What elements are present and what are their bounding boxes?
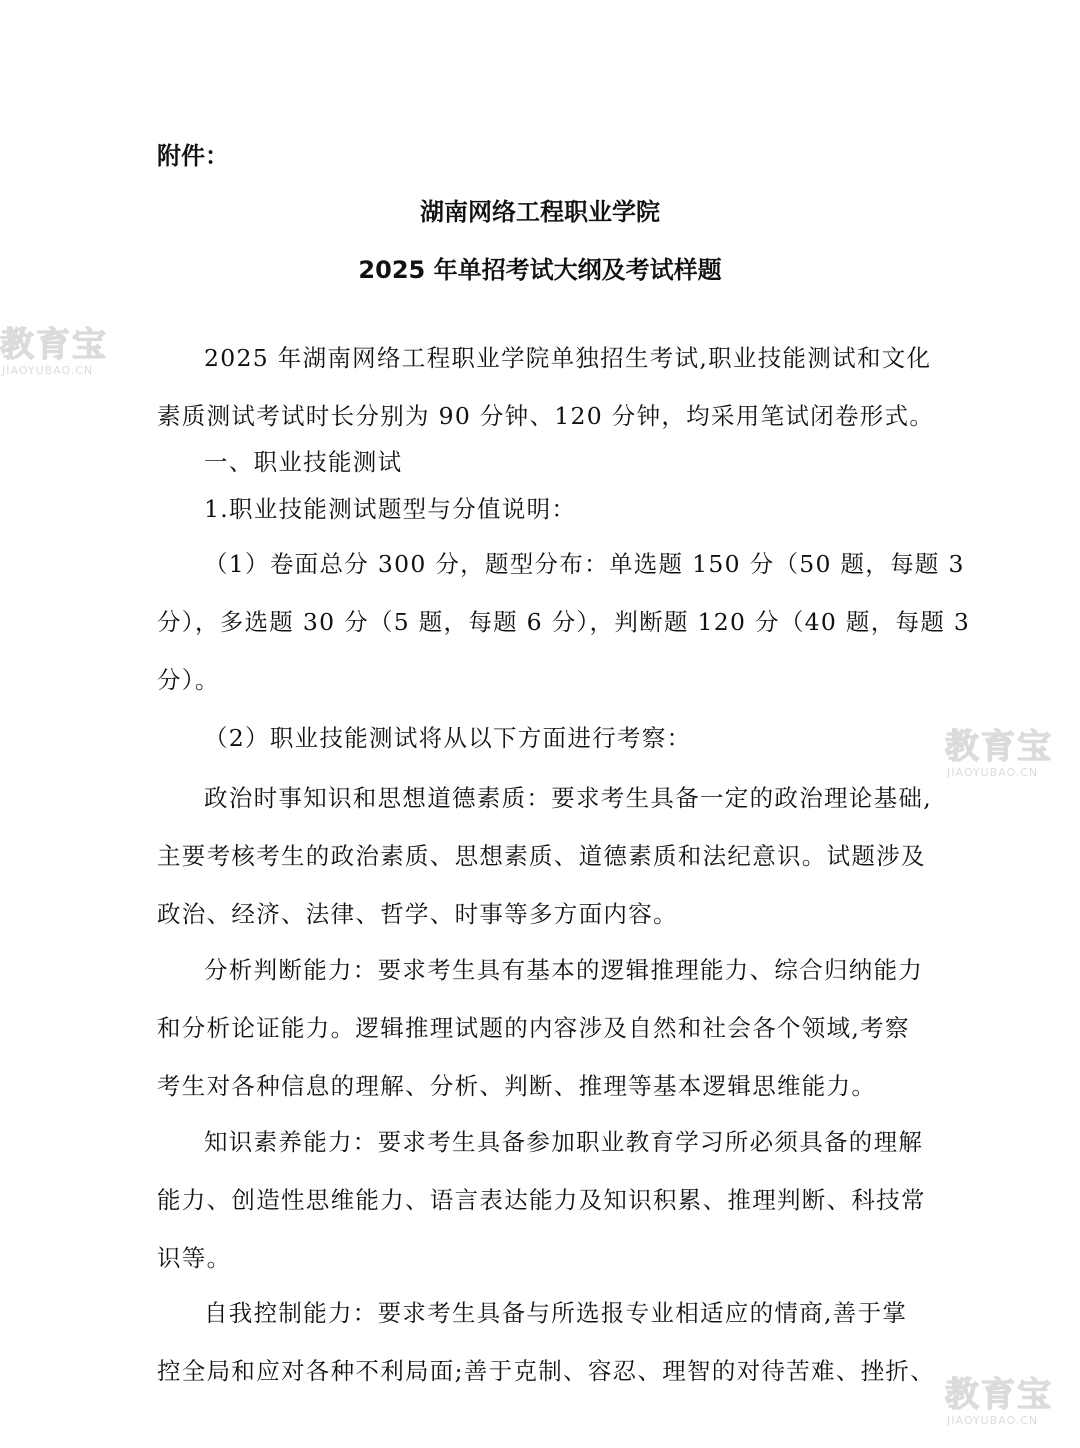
text-line: 1.职业技能测试题型与分值说明： [204, 495, 577, 523]
subsection-heading [157, 480, 947, 538]
text-line: 分），多选题 30 分（5 题，每题 6 分），判断题 120 分（40 题，每题 3 [157, 608, 971, 636]
text-line: 主要考核考生的政治素质、思想素质、道德素质和法纪意识。试题涉及 [157, 842, 926, 870]
watermark-url: JIAOYUBAO.CN [947, 766, 1039, 779]
paragraph-analysis [157, 941, 947, 1115]
paragraph-self-control [157, 1284, 947, 1400]
paragraph-intro [157, 329, 947, 445]
watermark-text: 教育宝 [945, 727, 1053, 767]
text-line: 分）。 [157, 666, 220, 694]
text-line: 控全局和应对各种不利局面;善于克制、容忍、理智的对待苦难、挫折、 [157, 1357, 936, 1385]
paragraph-assessment-intro [157, 709, 947, 767]
watermark-url: JIAOYUBAO.CN [2, 364, 94, 377]
document-title-line2: 2025 年单招考试大纲及考试样题 [358, 256, 722, 284]
watermark-text: 教育宝 [945, 1375, 1053, 1415]
text-line: 和分析论证能力。逻辑推理试题的内容涉及自然和社会各个领域,考察 [157, 1014, 910, 1042]
text-line: 素质测试考试时长分别为 90 分钟、120 分钟，均采用笔试闭卷形式。 [157, 402, 935, 430]
watermark-url: JIAOYUBAO.CN [947, 1414, 1039, 1427]
watermark-text: 教育宝 [0, 325, 108, 365]
text-line: 能力、创造性思维能力、语言表达能力及知识积累、推理判断、科技常 [157, 1186, 926, 1214]
text-line: 一、职业技能测试 [204, 448, 403, 476]
text-line: 知识素养能力：要求考生具备参加职业教育学习所必须具备的理解 [204, 1128, 924, 1156]
attachment-label: 附件： [157, 142, 229, 170]
watermark-logo [0, 326, 130, 386]
text-line: 2025 年湖南网络工程职业学院单独招生考试,职业技能测试和文化 [204, 344, 932, 372]
paragraph-politics [157, 769, 947, 943]
text-line: 政治、经济、法律、哲学、时事等多方面内容。 [157, 900, 678, 928]
text-line: 分析判断能力：要求考生具有基本的逻辑推理能力、综合归纳能力 [204, 956, 924, 984]
watermark-logo [945, 728, 1075, 788]
paragraph-scoring [157, 535, 971, 709]
text-line: 识等。 [157, 1244, 232, 1272]
watermark-logo [945, 1376, 1075, 1436]
text-line: （1）卷面总分 300 分，题型分布：单选题 150 分（50 题，每题 3 [204, 550, 965, 578]
paragraph-knowledge [157, 1113, 947, 1287]
text-line: （2）职业技能测试将从以下方面进行考察： [204, 724, 692, 752]
text-line: 自我控制能力：要求考生具备与所选报专业相适应的情商,善于掌 [204, 1299, 908, 1327]
text-line: 政治时事知识和思想道德素质：要求考生具备一定的政治理论基础, [204, 784, 932, 812]
document-title-line1: 湖南网络工程职业学院 [420, 198, 660, 226]
text-line: 考生对各种信息的理解、分析、判断、推理等基本逻辑思维能力。 [157, 1072, 877, 1100]
